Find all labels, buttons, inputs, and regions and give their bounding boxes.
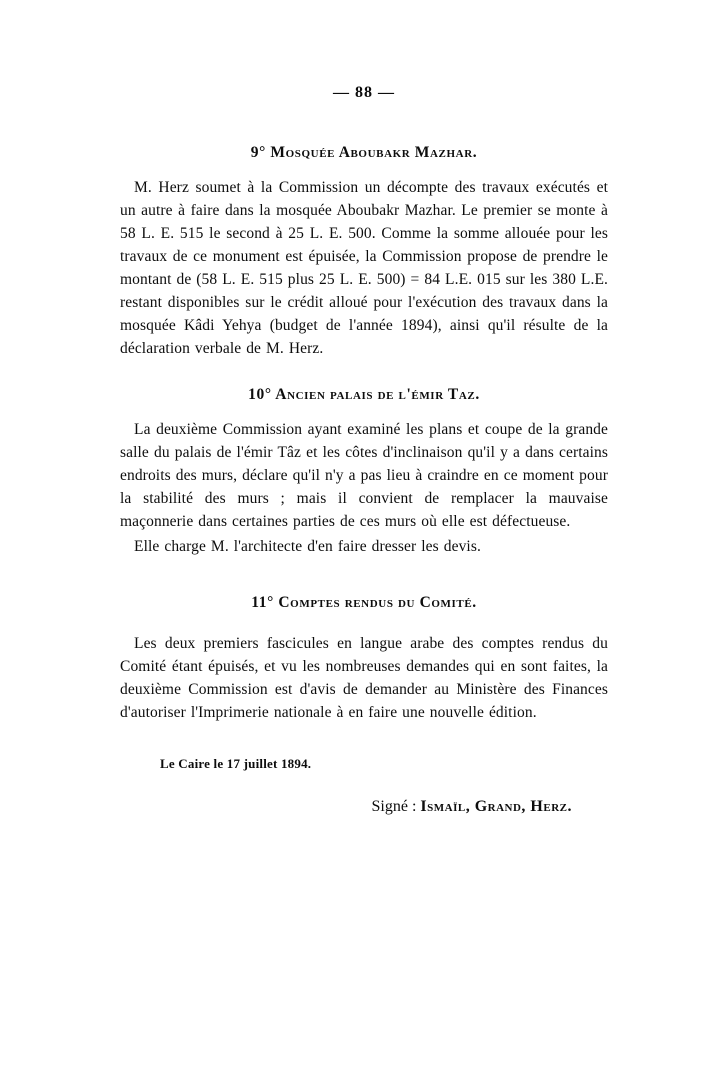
paragraph: M. Herz soumet à la Commission un décompte des travaux exécutés et un autre à faire dans la mosquée Aboubakr Mazhar. Le premier se monte à 58 L. E. 515 le second à 25 L. E. 500. Comme la somme allouée pour les travaux de ce monument est épuisée, la Commission propose de prendre le montant de (58 L. E. 515 plus 25 L. E. 500) = 84 L.E. 015 sur les 380 L.E. restant disponibles sur le crédit alloué pour l'exécution des travaux dans la mosquée Kâdi Yehya (budget de l'année 1894), ainsi qu'il résulte de la déclaration verbale de M. Herz. [120,179,608,357]
section-heading: 10° Ancien palais de l'émir Taz. [248,386,480,403]
section-mosquee-aboubakr-mazhar [120,144,608,360]
dateline: Le Caire le 17 juillet 1894. [160,756,312,771]
paragraph: Les deux premiers fascicules en langue arabe des comptes rendus du Comité étant épuisés, et vu les nombreuses demandes qui en sont faites, la deuxième Commission est d'avis de demander au Ministère des Finances d'autoriser l'Imprimerie nationale à en faire une nouvelle édition. [120,635,608,721]
paragraph: Elle charge M. l'architecte d'en faire dresser les devis. [134,538,481,555]
paragraph: La deuxième Commission ayant examiné les plans et coupe de la grande salle du palais de l'émir Tâz et les côtes d'inclinaison qu'il y a dans certains endroits des murs, déclare qu'il n'y a pas lieu à craindre en ce moment pour la stabilité des murs ; mais il convient de remplacer la mauvaise maçonnerie dans certaines parties de ces murs où elle est défectueuse. [120,421,608,530]
signature-label: Signé : [371,798,421,815]
section-comptes-rendus-comite [120,594,608,724]
page-number: — 88 — [333,84,395,101]
section-ancien-palais-emir-taz [120,386,608,558]
section-heading: 11° Comptes rendus du Comité. [251,594,477,611]
section-heading: 9° Mosquée Aboubakr Mazhar. [250,144,478,161]
signature-names: Ismaïl, Grand, Herz. [420,798,572,815]
signature-line [120,798,608,816]
